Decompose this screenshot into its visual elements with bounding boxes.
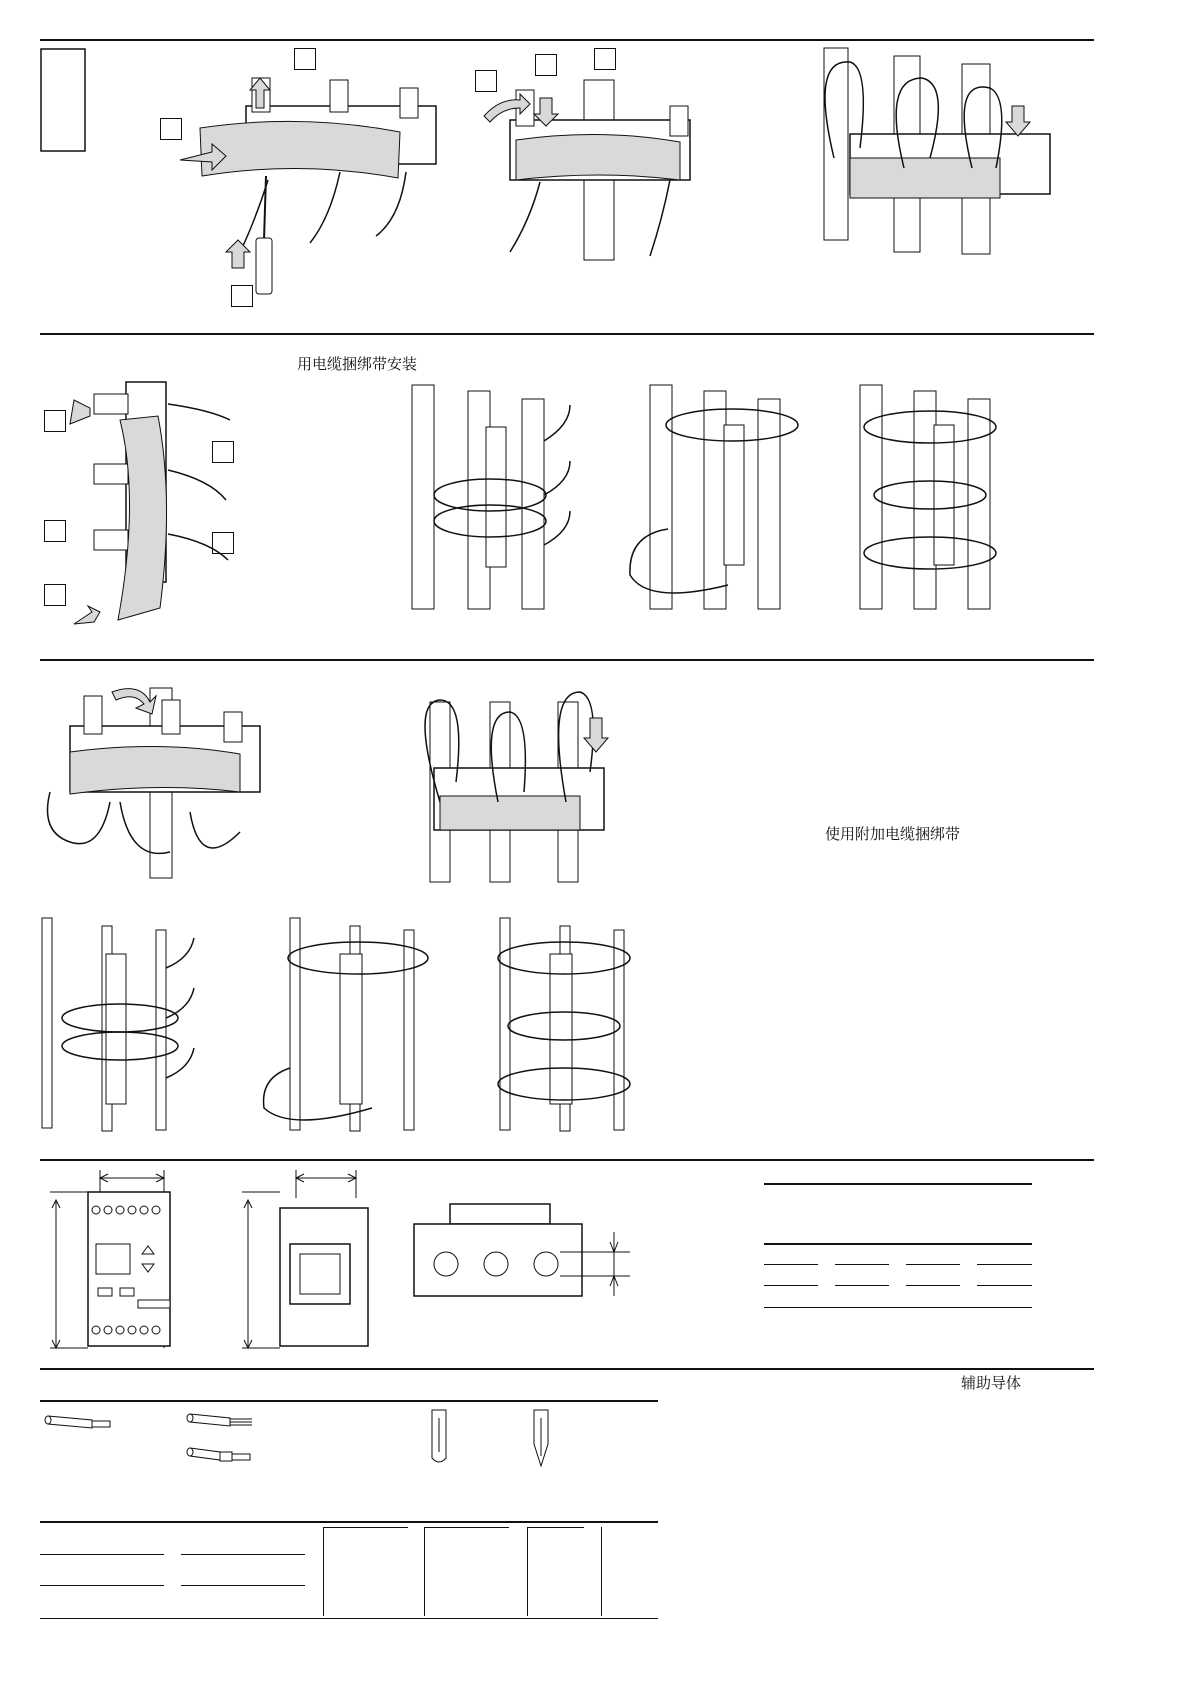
section-divider-3 [40,659,1094,661]
terminal-block-dimension-drawing [410,1196,630,1306]
dimension-table-row-1-rule [906,1264,960,1265]
vertical-three-posts-step-1 [40,918,210,1133]
terminal-removal-illustration [160,68,450,308]
dimension-table-bottom-rule [764,1307,1032,1308]
vertical-three-posts-step-3 [490,918,650,1133]
conductor-table-row-rule [40,1585,164,1586]
section-divider-4 [40,1159,1094,1161]
caption-additional-cable-tie: 使用附加电缆捆绑带 [825,825,961,843]
cable-tie-step-1 [410,385,590,610]
conductor-table-column-rule [424,1527,425,1616]
dimension-table-row-2-rule [764,1285,818,1286]
conductor-table-row-rule [40,1554,164,1555]
fixed-terminal-illustration [810,48,1060,258]
step-box-a1 [294,48,316,70]
section-divider-5 [40,1368,1094,1370]
vertical-three-posts-step-2 [260,918,440,1133]
caption-auxiliary-conductor: 辅助导体 [961,1374,1022,1392]
conductor-table-subheader-rule [324,1527,408,1528]
cable-tie-step-3 [850,385,1010,610]
dimension-table-top-rule [764,1183,1032,1185]
section-divider-1 [40,39,1094,41]
solid-conductor-icon [44,1410,114,1432]
cable-tie-step-2 [628,385,808,610]
conductor-table-column-rule [601,1527,602,1616]
section-divider-2 [40,333,1094,335]
step-box-c3 [44,520,66,542]
step-box-b3 [594,48,616,70]
conductor-table-subheader-rule [425,1527,509,1528]
phillips-screwdriver-icon [530,1408,552,1468]
vertical-terminal-label-removal [70,380,230,630]
ferrule-conductor-icon [186,1444,256,1466]
conductor-table-top-rule [40,1400,658,1402]
dimension-table-row-1-rule [835,1264,889,1265]
conductor-table-subheader-rule [528,1527,584,1528]
dimension-table-row-2-rule [835,1285,889,1286]
caption-cable-tie-mounting: 用电缆捆绑带安装 [297,355,418,373]
conductor-table-mid-rule [40,1521,658,1523]
dimension-table-row-2-rule [977,1285,1032,1286]
stranded-conductor-icon [186,1410,256,1432]
conductor-table-row-rule [181,1585,305,1586]
conductor-table-row-rule [181,1554,305,1555]
device-front-dimension-drawing [44,1168,184,1356]
step-box-c5 [44,584,66,606]
conductor-table-column-rule [323,1527,324,1616]
device-side-dimension-drawing [240,1168,380,1356]
terminal-mounting-illustration [480,70,710,260]
horizontal-terminal-three-posts [410,682,610,882]
dimension-table-row-2-rule [906,1285,960,1286]
dimension-table-row-1-rule [977,1264,1032,1265]
blank-label-card [40,48,86,152]
conductor-table-column-rule [527,1527,528,1616]
dimension-table-row-1-rule [764,1264,818,1265]
step-box-c1 [44,410,66,432]
dimension-table-header-rule [764,1243,1032,1245]
flat-screwdriver-icon [428,1408,450,1468]
conductor-table-bottom-rule [40,1618,658,1619]
horizontal-terminal-with-post [40,682,270,882]
